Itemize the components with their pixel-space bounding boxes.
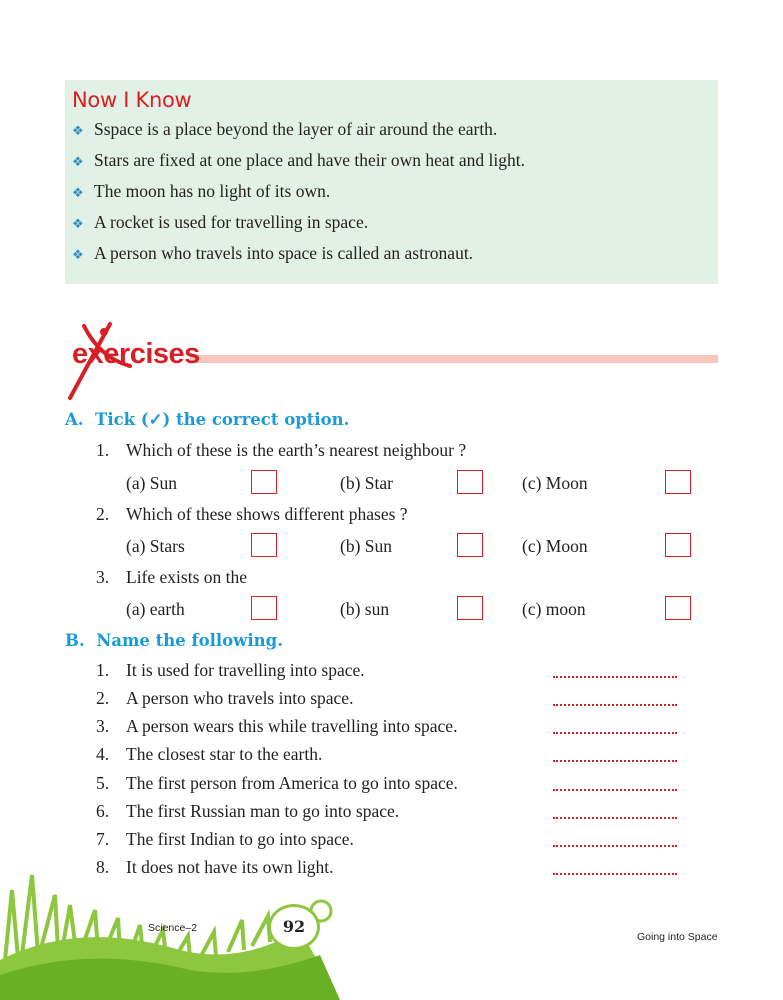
option-label: (a) Sun <box>126 473 178 493</box>
section-a-heading <box>65 410 349 429</box>
item-text: A person who travels into space. <box>126 688 354 708</box>
item-number: 1. <box>96 660 110 680</box>
option-label: (b) Star <box>340 473 393 493</box>
know-item <box>72 212 368 233</box>
exercises-title-x: x <box>87 338 104 370</box>
question-text: Which of these shows different phases ? <box>126 504 408 524</box>
know-item-text: The moon has no light of its own. <box>94 181 331 201</box>
exercises-title <box>72 338 200 371</box>
item-number: 3. <box>96 716 110 736</box>
item-text: The first Russian man to go into space. <box>126 801 400 821</box>
question-text: Life exists on the <box>126 567 248 587</box>
item-number: 4. <box>96 744 110 764</box>
item-number: 7. <box>96 829 110 849</box>
answer-blank[interactable] <box>553 675 677 678</box>
name-item <box>0 716 783 740</box>
option-label: (b) Sun <box>340 536 393 556</box>
know-item <box>72 243 473 264</box>
section-b-title: Name the following. <box>96 631 283 650</box>
item-text: The first person from America to go into space. <box>126 773 458 793</box>
tick-box[interactable] <box>457 533 483 557</box>
section-b-label: B. <box>65 631 85 650</box>
tick-box[interactable] <box>665 533 691 557</box>
exercises-title-e: e <box>72 338 88 370</box>
item-text: It is used for travelling into space. <box>126 660 365 680</box>
tick-box[interactable] <box>457 596 483 620</box>
item-text: The first Indian to go into space. <box>126 829 354 849</box>
know-item <box>72 150 525 171</box>
diamond-bullet-icon: ❖ <box>72 216 84 231</box>
section-a-title: Tick (✓) the correct option. <box>95 410 350 429</box>
option-label: (b) sun <box>340 599 390 619</box>
exercises-header <box>60 318 720 408</box>
answer-blank[interactable] <box>553 759 677 762</box>
footer-subject: Science–2 <box>148 922 198 934</box>
know-item <box>72 181 330 202</box>
know-item-text: Stars are fixed at one place and have their own heat and light. <box>94 150 526 170</box>
tick-box[interactable] <box>665 596 691 620</box>
diamond-bullet-icon: ❖ <box>72 247 84 262</box>
name-item <box>0 744 783 768</box>
page-number: 92 <box>268 904 320 950</box>
tick-box[interactable] <box>251 533 277 557</box>
answer-blank[interactable] <box>553 816 677 819</box>
name-item <box>0 660 783 684</box>
item-number: 8. <box>96 857 110 877</box>
now-i-know-title: Now I Know <box>72 88 192 112</box>
name-item <box>0 773 783 797</box>
tick-box[interactable] <box>665 470 691 494</box>
know-item-text: A rocket is used for travelling in space. <box>94 212 369 232</box>
question-1 <box>0 440 783 464</box>
item-text: It does not have its own light. <box>126 857 334 877</box>
item-text: A person wears this while travelling into space. <box>126 716 458 736</box>
exercises-title-rest: ercises <box>103 338 200 370</box>
option-label: (c) Moon <box>522 473 588 493</box>
answer-blank[interactable] <box>553 788 677 791</box>
section-b-heading <box>65 631 283 650</box>
option-label: (a) Stars <box>126 536 185 556</box>
question-2 <box>0 504 783 528</box>
item-number: 6. <box>96 801 110 821</box>
answer-blank[interactable] <box>553 844 677 847</box>
section-a-label: A. <box>65 410 84 429</box>
question-text: Which of these is the earth’s nearest neighbour ? <box>126 440 467 460</box>
answer-blank[interactable] <box>553 703 677 706</box>
name-item <box>0 688 783 712</box>
footer-chapter: Going into Space <box>637 931 718 943</box>
question-3 <box>0 567 783 591</box>
diamond-bullet-icon: ❖ <box>72 154 84 169</box>
question-number: 3. <box>96 567 110 587</box>
option-label: (c) Moon <box>522 536 588 556</box>
exercises-bar <box>190 355 718 363</box>
diamond-bullet-icon: ❖ <box>72 123 84 138</box>
name-item <box>0 801 783 825</box>
item-text: The closest star to the earth. <box>126 744 323 764</box>
tick-box[interactable] <box>457 470 483 494</box>
tick-box[interactable] <box>251 596 277 620</box>
option-label: (a) earth <box>126 599 185 619</box>
option-label: (c) moon <box>522 599 586 619</box>
question-number: 2. <box>96 504 110 524</box>
diamond-bullet-icon: ❖ <box>72 185 84 200</box>
know-item <box>72 119 497 140</box>
answer-blank[interactable] <box>553 872 677 875</box>
item-number: 5. <box>96 773 110 793</box>
tick-box[interactable] <box>251 470 277 494</box>
answer-blank[interactable] <box>553 731 677 734</box>
question-number: 1. <box>96 440 110 460</box>
know-item-text: Sspace is a place beyond the layer of air around the earth. <box>94 119 498 139</box>
item-number: 2. <box>96 688 110 708</box>
know-item-text: A person who travels into space is called an astronaut. <box>94 243 474 263</box>
